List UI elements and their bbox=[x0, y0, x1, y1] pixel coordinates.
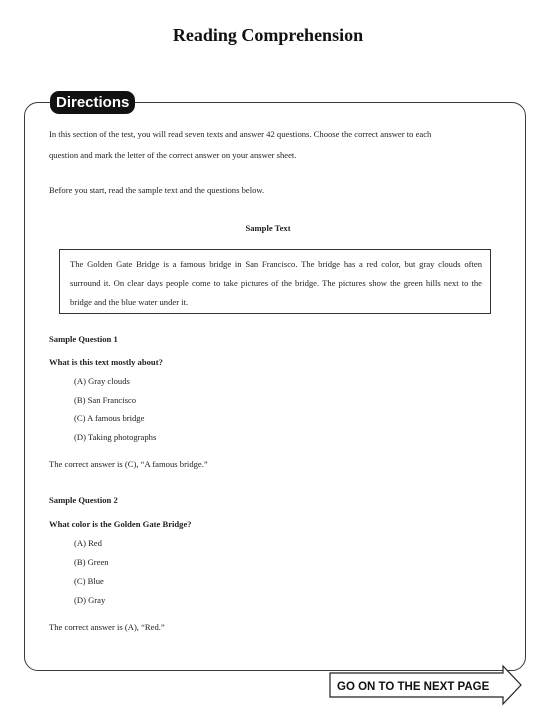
q1-option-d: (D) Taking photographs bbox=[74, 432, 157, 442]
q1-option-a: (A) Gray clouds bbox=[74, 376, 130, 386]
sample-text-title: Sample Text bbox=[245, 223, 291, 233]
intro-line-2: question and mark the letter of the correct answer on your answer sheet. bbox=[49, 150, 297, 160]
q2-answer: The correct answer is (A), “Red.” bbox=[49, 622, 165, 632]
before-start-text: Before you start, read the sample text and the questions below. bbox=[49, 185, 265, 195]
sample-text-body: The Golden Gate Bridge is a famous bridge in San Francisco. The bridge has a red color, but gray clouds often surround it. On clear days people come to take pictures of the bridge. The pictures show the green hills next to the bridge and the blue water under it. bbox=[70, 259, 482, 307]
q1-heading: Sample Question 1 bbox=[49, 334, 118, 344]
q1-question: What is this text mostly about? bbox=[49, 357, 163, 367]
next-page-arrow[interactable] bbox=[325, 664, 525, 704]
q1-option-c: (C) A famous bridge bbox=[74, 413, 145, 423]
directions-tab: Directions bbox=[50, 91, 135, 114]
q2-question: What color is the Golden Gate Bridge? bbox=[49, 519, 192, 529]
q2-option-d: (D) Gray bbox=[74, 595, 106, 605]
q2-option-b: (B) Green bbox=[74, 557, 109, 567]
q1-answer: The correct answer is (C), “A famous bridge.” bbox=[49, 459, 208, 469]
intro-line-1: In this section of the test, you will read seven texts and answer 42 questions. Choose the correct answer to each bbox=[49, 129, 432, 139]
q2-option-a: (A) Red bbox=[74, 538, 102, 548]
q2-option-c: (C) Blue bbox=[74, 576, 104, 586]
page-title: Reading Comprehension bbox=[172, 25, 364, 45]
q2-heading: Sample Question 2 bbox=[49, 495, 118, 505]
next-page-label: GO ON TO THE NEXT PAGE bbox=[337, 681, 490, 693]
q1-option-b: (B) San Francisco bbox=[74, 395, 137, 405]
